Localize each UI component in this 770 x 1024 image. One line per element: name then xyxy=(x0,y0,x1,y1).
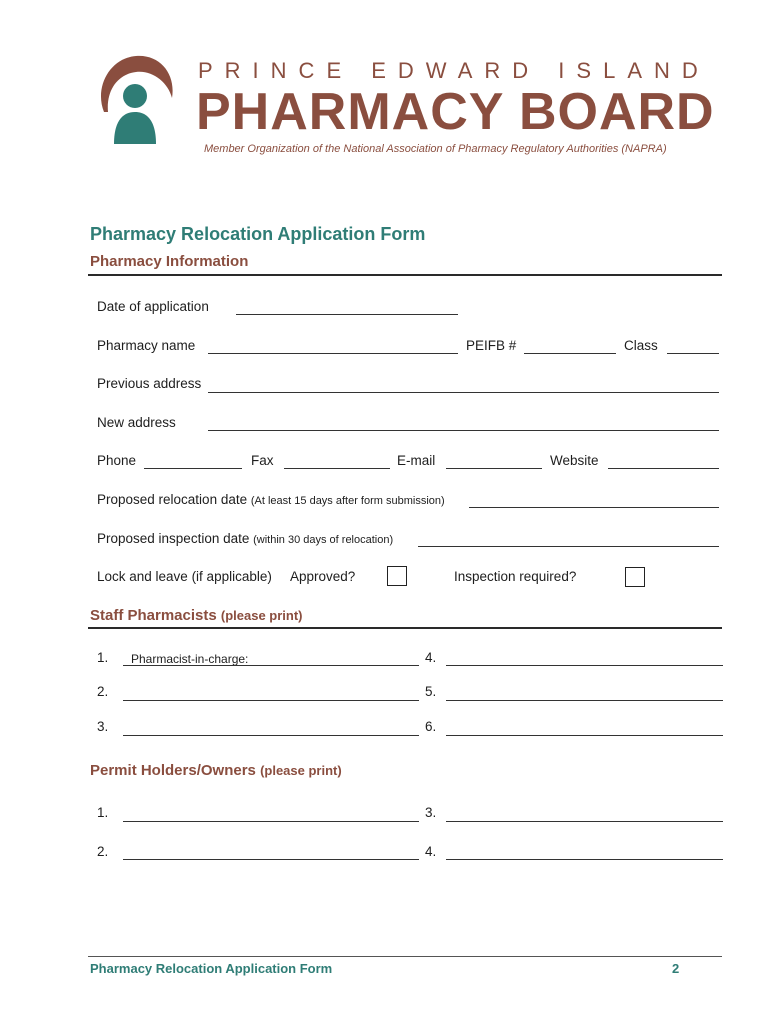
owner-number-3: 3. xyxy=(425,805,437,820)
peifb-label: PEIFB # xyxy=(466,338,517,353)
proposed-relocation-text: Proposed relocation date xyxy=(97,492,248,507)
footer-rule xyxy=(88,956,722,957)
staff-title: Staff Pharmacists xyxy=(90,607,217,624)
form-title: Pharmacy Relocation Application Form xyxy=(90,224,426,244)
section-staff-pharmacists xyxy=(90,607,303,624)
date-of-application-label: Date of application xyxy=(97,299,209,314)
brand-top-text: PRINCE EDWARD ISLAND xyxy=(198,58,710,83)
owners-title: Permit Holders/Owners xyxy=(90,762,256,779)
peifb-field[interactable] xyxy=(524,353,616,354)
page-number: 2 xyxy=(672,961,680,976)
proposed-inspection-label xyxy=(97,531,393,548)
new-address-label: New address xyxy=(97,415,176,430)
staff-field-3[interactable] xyxy=(123,735,419,736)
pharmacy-name-label: Pharmacy name xyxy=(97,338,196,353)
proposed-inspection-text: Proposed inspection date xyxy=(97,531,250,546)
approved-label: Approved? xyxy=(290,569,356,584)
pharmacist-in-charge-label: Pharmacist-in-charge: xyxy=(131,652,249,666)
staff-field-1[interactable] xyxy=(123,665,419,666)
lock-and-leave-label: Lock and leave (if applicable) xyxy=(97,569,272,584)
proposed-relocation-label xyxy=(97,492,445,509)
fax-label: Fax xyxy=(251,453,274,468)
owner-number-2: 2. xyxy=(97,844,109,859)
section-pharmacy-information: Pharmacy Information xyxy=(90,253,249,270)
class-field[interactable] xyxy=(667,353,719,354)
pharmacy-name-field[interactable] xyxy=(208,353,458,354)
phone-field[interactable] xyxy=(144,468,242,469)
previous-address-field[interactable] xyxy=(208,392,719,393)
fax-field[interactable] xyxy=(284,468,390,469)
owner-number-1: 1. xyxy=(97,805,109,820)
staff-number-1: 1. xyxy=(97,650,109,665)
staff-number-3: 3. xyxy=(97,719,109,734)
section-rule xyxy=(88,274,722,276)
phone-label: Phone xyxy=(97,453,137,468)
inspection-required-checkbox[interactable] xyxy=(625,567,645,587)
email-field[interactable] xyxy=(446,468,542,469)
owners-subtitle: (please print) xyxy=(260,763,342,778)
pharmacy-board-logo-icon xyxy=(92,52,178,147)
section-permit-holders xyxy=(90,762,342,779)
inspection-required-label: Inspection required? xyxy=(454,569,577,584)
staff-number-4: 4. xyxy=(425,650,437,665)
staff-field-2[interactable] xyxy=(123,700,419,701)
tagline: Member Organization of the National Association of Pharmacy Regulatory Authorities (NAPRA) xyxy=(204,143,667,155)
date-of-application-field[interactable] xyxy=(236,314,458,315)
previous-address-label: Previous address xyxy=(97,376,202,391)
approved-checkbox[interactable] xyxy=(387,566,407,586)
staff-number-2: 2. xyxy=(97,684,109,699)
staff-subtitle: (please print) xyxy=(220,608,303,623)
owner-field-2[interactable] xyxy=(123,859,419,860)
brand-main-text: PHARMACY BOARD xyxy=(196,83,715,141)
owner-number-4: 4. xyxy=(425,844,437,859)
staff-number-6: 6. xyxy=(425,719,437,734)
proposed-inspection-note: (within 30 days of relocation) xyxy=(253,534,394,546)
owner-field-4[interactable] xyxy=(446,859,723,860)
website-label: Website xyxy=(550,453,599,468)
staff-field-4[interactable] xyxy=(446,665,723,666)
owner-field-3[interactable] xyxy=(446,821,723,822)
footer-title: Pharmacy Relocation Application Form xyxy=(90,961,333,976)
section-rule xyxy=(88,627,722,629)
website-field[interactable] xyxy=(608,468,719,469)
proposed-relocation-field[interactable] xyxy=(469,507,719,508)
owner-field-1[interactable] xyxy=(123,821,419,822)
staff-field-6[interactable] xyxy=(446,735,723,736)
new-address-field[interactable] xyxy=(208,430,719,431)
staff-number-5: 5. xyxy=(425,684,437,699)
proposed-relocation-note: (At least 15 days after form submission) xyxy=(250,495,445,507)
email-label: E-mail xyxy=(397,453,436,468)
proposed-inspection-field[interactable] xyxy=(418,546,719,547)
class-label: Class xyxy=(624,338,658,353)
staff-field-5[interactable] xyxy=(446,700,723,701)
